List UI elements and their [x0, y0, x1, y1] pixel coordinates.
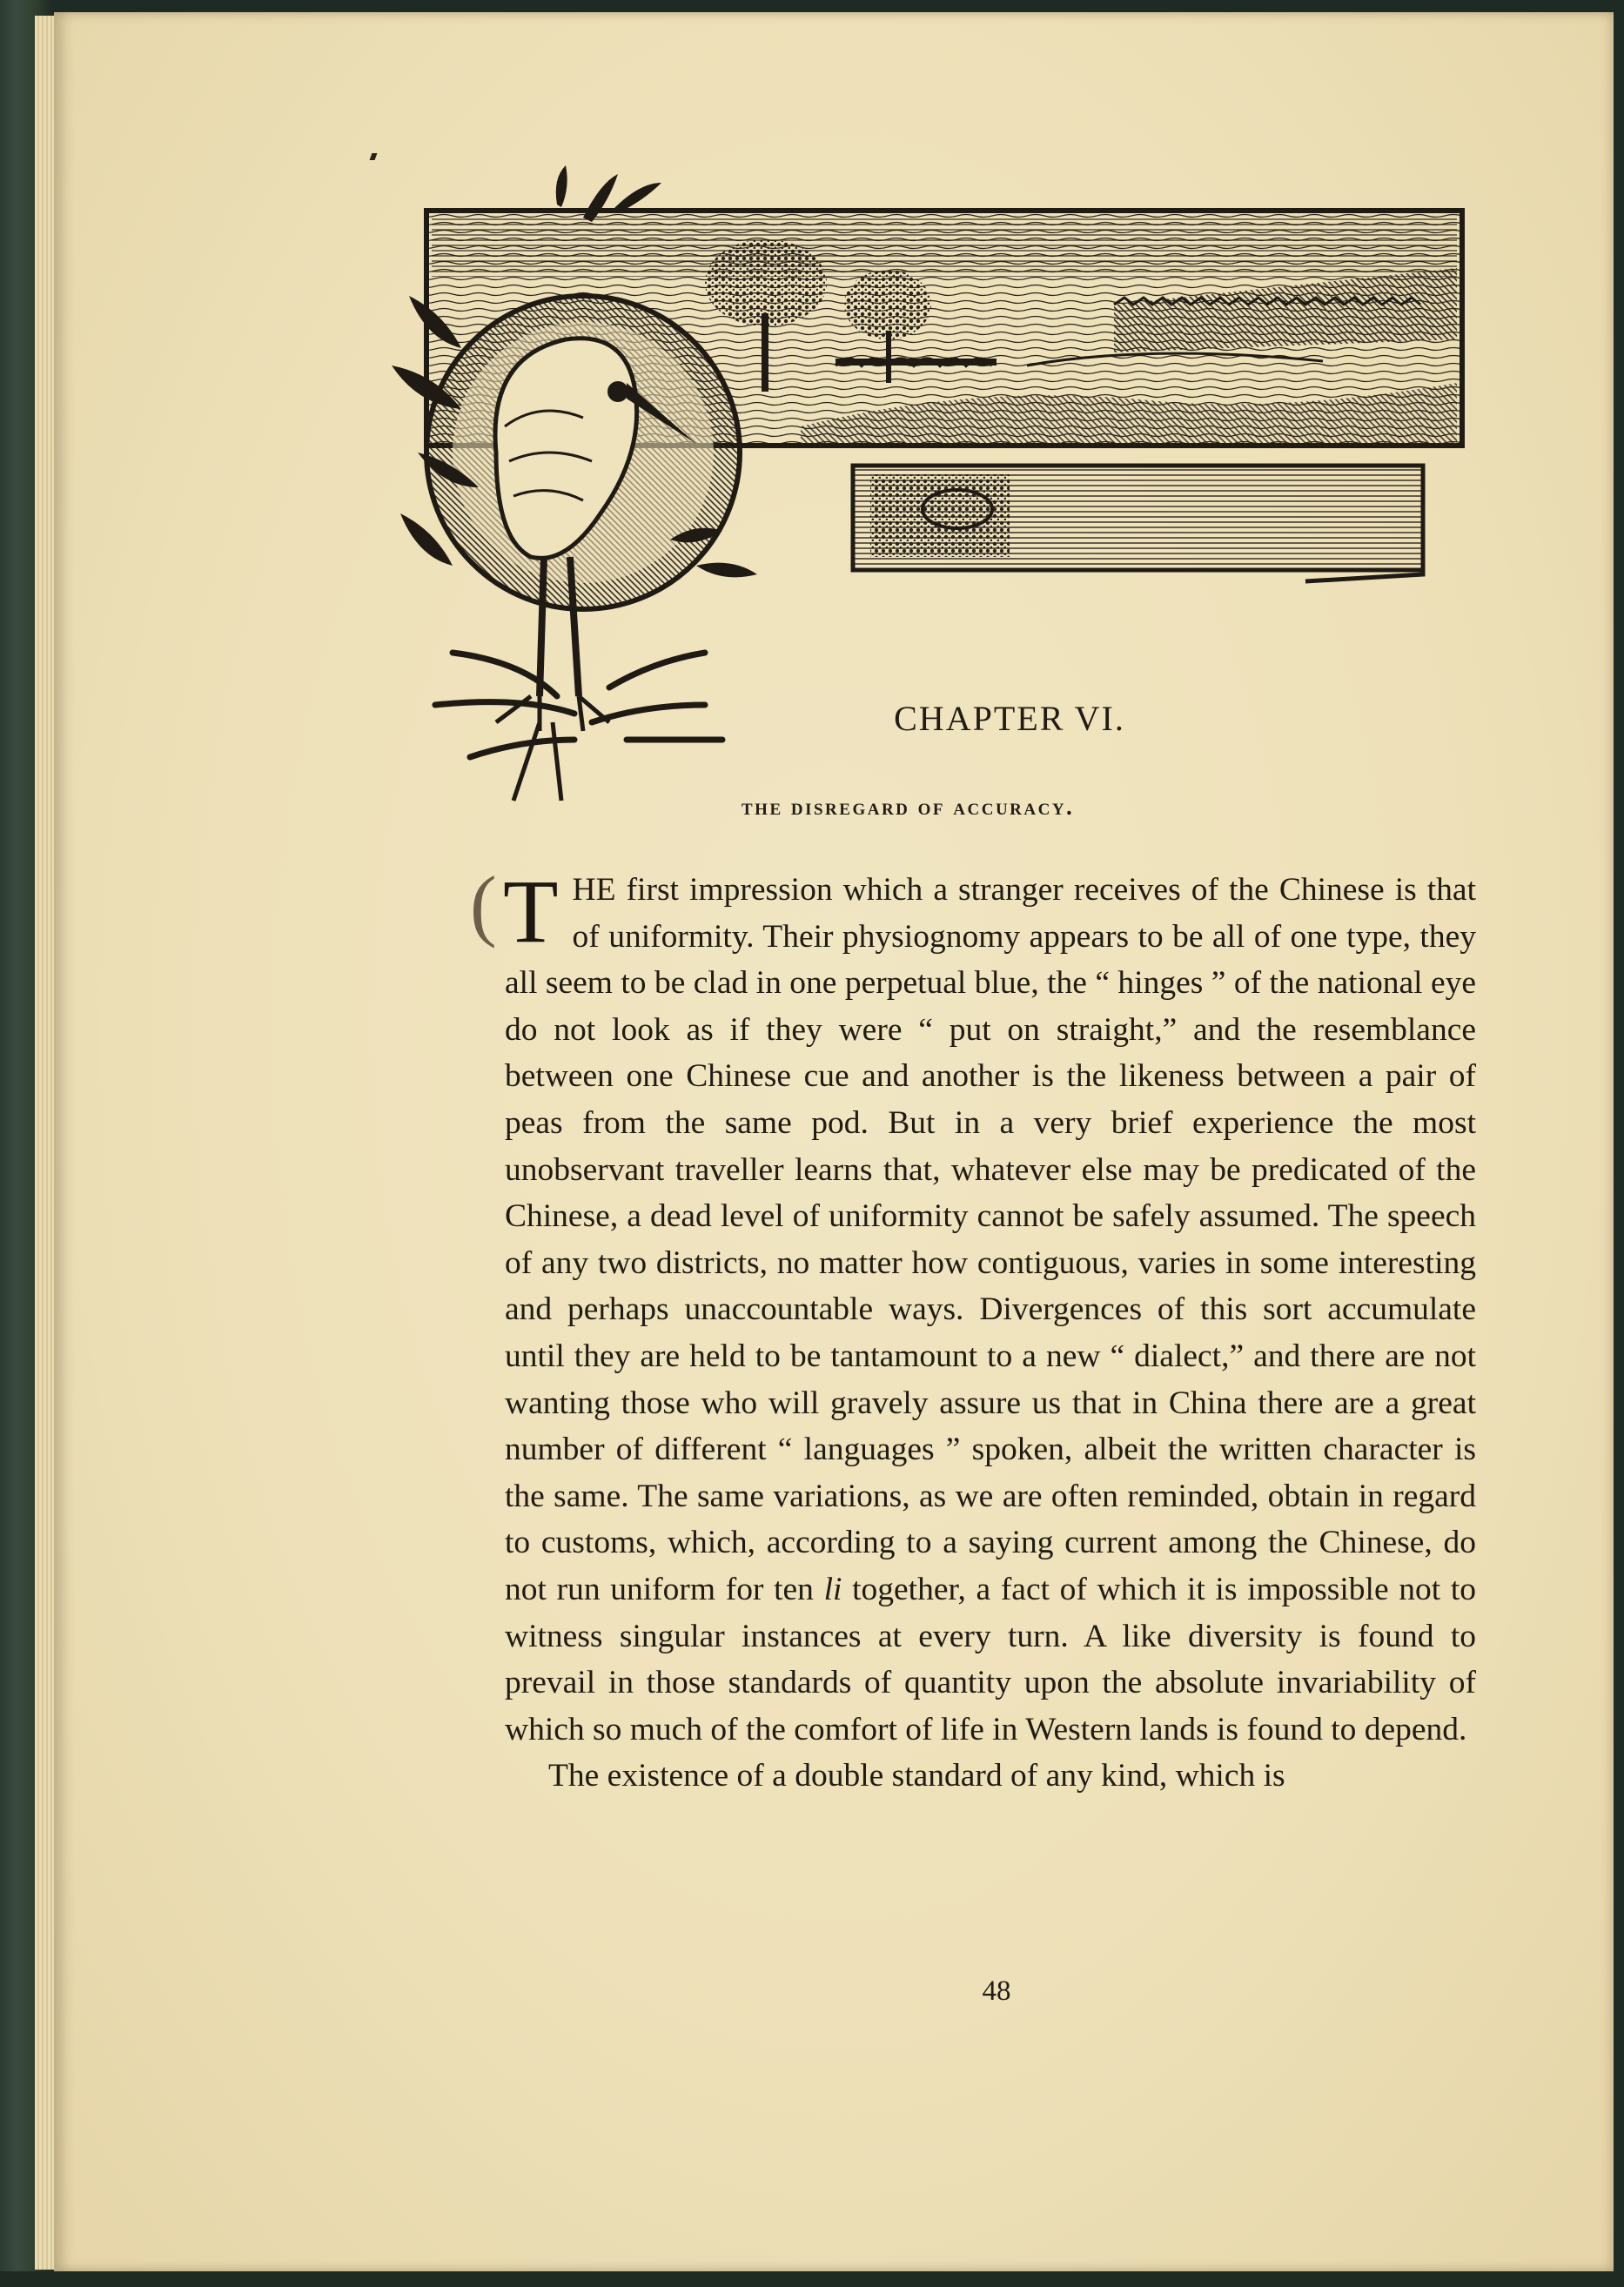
pencil-mark: ( [470, 860, 497, 949]
page-number: 48 [982, 1975, 1011, 2007]
body-text [503, 862, 1477, 1800]
italic-word: li [823, 1571, 842, 1607]
paragraph-1 [503, 862, 1477, 1753]
binding-edge [0, 2271, 1624, 2287]
paragraph-2: The existence of a double standard of any kind, which is [548, 1758, 1285, 1794]
chapter-number: CHAPTER VI. [894, 699, 1125, 738]
heron-river-landscape-engraving-icon [366, 165, 1471, 879]
chapter-title: the disregard of accuracy. [742, 794, 1075, 820]
drop-cap: T [503, 862, 559, 962]
paragraph-1-text: HE first impression which a stranger receives of the Chinese is that of uniformity. Their physiognomy appears to be all of one type, they all seem to be clad in one perpetual blue, the “ hinges ” of the national eye do not look as if they were “ put on straight,” and the resemblance between one Chinese cue and another is the likeness between a pair of peas from the same pod. But in a very brief experience the most unobservant traveller learns that, whatever else may be predicated of the Chinese, a dead level of uniformity cannot be safely assumed. The speech of any two districts, no matter how contiguous, varies in some interesting and perhaps unaccountable ways. Divergences of this sort accumulate until they are held to be tantamount to a new “ dialect,” and there are not wanting those who will gravely assure us that in China there are a great number of different “ languages ” spoken, albeit the written character is the same. The same variations, as we are often reminded, obtain in regard to customs, which, according to a saying current among the Chinese, do not run uniform for ten [505, 872, 1476, 1607]
paragraph-1-end: together, a fact of which it is impossible not to witness singular instances at every turn. A like diversity is found to prevail in those standards of quantity upon the absolute invariability of which so much of the comfort of life in Western lands is found to depend. [505, 1571, 1477, 1747]
